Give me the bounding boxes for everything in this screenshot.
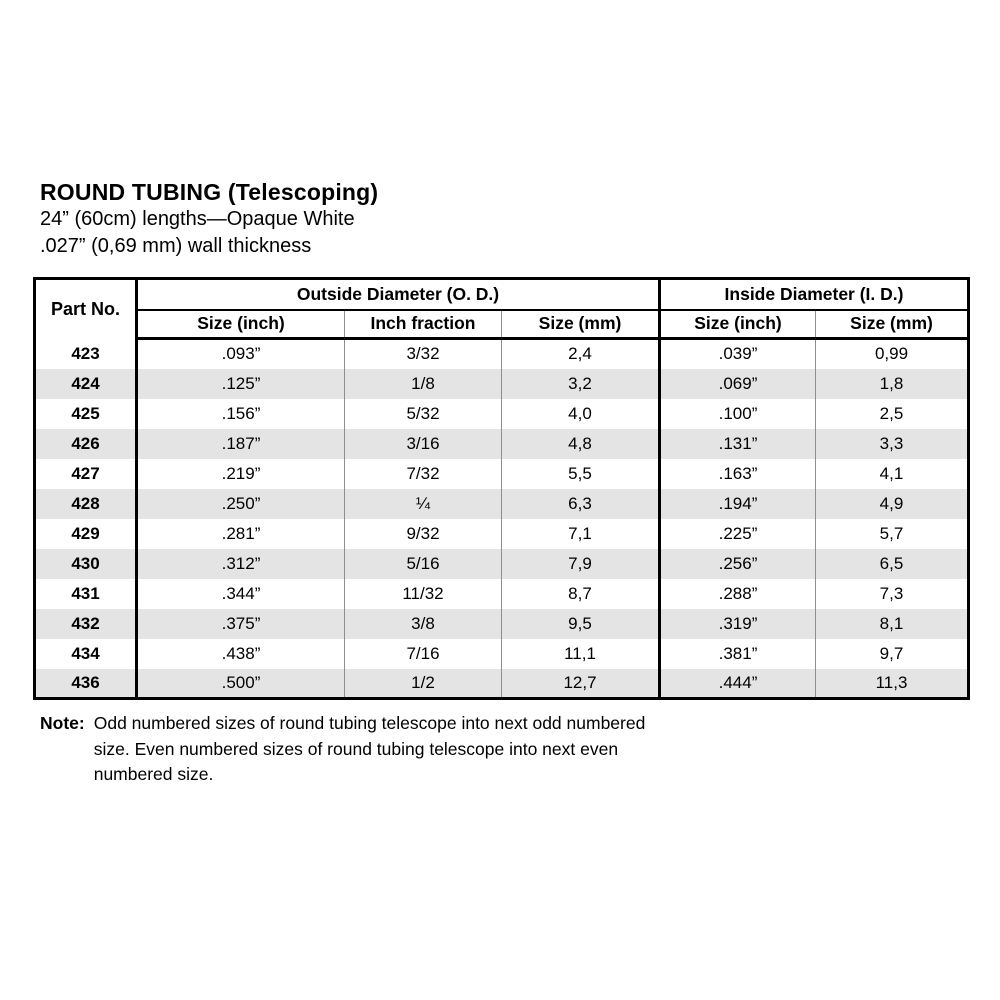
cell-id-size-mm: 5,7 <box>816 519 969 549</box>
cell-od-size-mm: 7,9 <box>502 549 660 579</box>
cell-id-size-inch: .131” <box>660 429 816 459</box>
cell-od-inch-fraction: 3/16 <box>345 429 502 459</box>
cell-id-size-mm: 3,3 <box>816 429 969 459</box>
table-row <box>35 369 969 399</box>
cell-id-size-mm: 8,1 <box>816 609 969 639</box>
cell-od-size-mm: 6,3 <box>502 489 660 519</box>
table-row <box>35 429 969 459</box>
cell-id-size-mm: 1,8 <box>816 369 969 399</box>
cell-part-no: 430 <box>71 553 100 573</box>
page-title: ROUND TUBING (Telescoping) <box>40 179 379 205</box>
cell-id-size-inch: .069” <box>660 369 816 399</box>
column-header-od-inch-fraction: Inch fraction <box>345 310 502 339</box>
cell-id-size-mm: 9,7 <box>816 639 969 669</box>
cell-part-no: 426 <box>71 433 100 453</box>
cell-part-no: 429 <box>71 523 100 543</box>
cell-od-size-inch: .093” <box>137 339 345 369</box>
group-header-row <box>35 279 969 310</box>
cell-id-size-inch: .256” <box>660 549 816 579</box>
column-header-id-size-inch: Size (inch) <box>660 310 816 339</box>
cell-id-size-inch: .194” <box>660 489 816 519</box>
cell-od-size-inch: .125” <box>137 369 345 399</box>
column-header-id-size-mm: Size (mm) <box>816 310 969 339</box>
cell-od-size-mm: 11,1 <box>502 639 660 669</box>
cell-part-no: 424 <box>71 373 100 393</box>
cell-part-no: 434 <box>71 643 100 663</box>
cell-od-inch-fraction: 5/32 <box>345 399 502 429</box>
cell-id-size-mm: 6,5 <box>816 549 969 579</box>
cell-part-no: 423 <box>71 343 100 363</box>
note-text: Odd numbered sizes of round tubing telescope into next odd numbered size. Even numbered sizes of round tubing telescope into next even numbered size. <box>93 713 646 784</box>
cell-id-size-mm: 4,9 <box>816 489 969 519</box>
table-row <box>35 519 969 549</box>
cell-od-size-inch: .312” <box>137 549 345 579</box>
cell-od-size-mm: 2,4 <box>502 339 660 369</box>
table-body <box>35 339 969 699</box>
cell-od-inch-fraction: 11/32 <box>345 579 502 609</box>
cell-id-size-inch: .444” <box>660 669 816 699</box>
cell-id-size-inch: .100” <box>660 399 816 429</box>
cell-od-size-inch: .344” <box>137 579 345 609</box>
cell-id-size-inch: .163” <box>660 459 816 489</box>
table-row <box>35 579 969 609</box>
cell-od-size-inch: .187” <box>137 429 345 459</box>
table-row <box>35 639 969 669</box>
cell-part-no: 428 <box>71 493 100 513</box>
round-tubing-spec-table <box>33 277 970 700</box>
column-group-outside-diameter: Outside Diameter (O. D.) <box>137 279 660 310</box>
cell-od-size-mm: 7,1 <box>502 519 660 549</box>
table-row <box>35 669 969 699</box>
table-row <box>35 549 969 579</box>
cell-part-no: 436 <box>71 672 100 692</box>
cell-od-inch-fraction: 1/2 <box>345 669 502 699</box>
cell-od-inch-fraction: 1/8 <box>345 369 502 399</box>
table-row <box>35 489 969 519</box>
column-header-od-size-inch: Size (inch) <box>137 310 345 339</box>
cell-od-size-inch: .438” <box>137 639 345 669</box>
table-row <box>35 609 969 639</box>
cell-part-no: 427 <box>71 463 100 483</box>
cell-od-size-inch: .156” <box>137 399 345 429</box>
table-row <box>35 399 969 429</box>
cell-od-size-mm: 4,8 <box>502 429 660 459</box>
cell-id-size-inch: .319” <box>660 609 816 639</box>
cell-part-no: 425 <box>71 403 100 423</box>
cell-od-size-inch: .500” <box>137 669 345 699</box>
table-row <box>35 459 969 489</box>
cell-id-size-inch: .225” <box>660 519 816 549</box>
cell-od-size-inch: .250” <box>137 489 345 519</box>
cell-od-inch-fraction: ¼ <box>345 489 502 519</box>
table-row <box>35 339 969 369</box>
cell-id-size-inch: .381” <box>660 639 816 669</box>
cell-od-size-mm: 5,5 <box>502 459 660 489</box>
cell-od-inch-fraction: 5/16 <box>345 549 502 579</box>
column-header-part-no: Part No. <box>35 279 137 339</box>
cell-id-size-mm: 4,1 <box>816 459 969 489</box>
cell-od-size-mm: 3,2 <box>502 369 660 399</box>
cell-od-size-mm: 9,5 <box>502 609 660 639</box>
title-block <box>40 179 378 259</box>
cell-id-size-inch: .039” <box>660 339 816 369</box>
cell-od-size-inch: .375” <box>137 609 345 639</box>
cell-od-size-inch: .281” <box>137 519 345 549</box>
cell-part-no: 431 <box>71 583 100 603</box>
subtitle-line-1: 24” (60cm) lengths—Opaque White <box>40 208 355 230</box>
column-group-inside-diameter: Inside Diameter (I. D.) <box>660 279 969 310</box>
sub-header-row <box>35 310 969 339</box>
cell-id-size-mm: 11,3 <box>816 669 969 699</box>
cell-od-size-mm: 8,7 <box>502 579 660 609</box>
subtitle-line-2: .027” (0,69 mm) wall thickness <box>40 234 312 257</box>
note <box>40 711 654 788</box>
cell-od-inch-fraction: 9/32 <box>345 519 502 549</box>
cell-part-no: 432 <box>71 613 100 633</box>
cell-id-size-mm: 2,5 <box>816 399 969 429</box>
cell-id-size-mm: 0,99 <box>816 339 969 369</box>
cell-id-size-mm: 7,3 <box>816 579 969 609</box>
cell-od-size-inch: .219” <box>137 459 345 489</box>
cell-od-inch-fraction: 3/8 <box>345 609 502 639</box>
cell-od-size-mm: 12,7 <box>502 669 660 699</box>
cell-id-size-inch: .288” <box>660 579 816 609</box>
column-header-od-size-mm: Size (mm) <box>502 310 660 339</box>
cell-od-inch-fraction: 7/16 <box>345 639 502 669</box>
cell-od-inch-fraction: 3/32 <box>345 339 502 369</box>
cell-od-inch-fraction: 7/32 <box>345 459 502 489</box>
note-label: Note: <box>40 713 85 733</box>
cell-od-size-mm: 4,0 <box>502 399 660 429</box>
